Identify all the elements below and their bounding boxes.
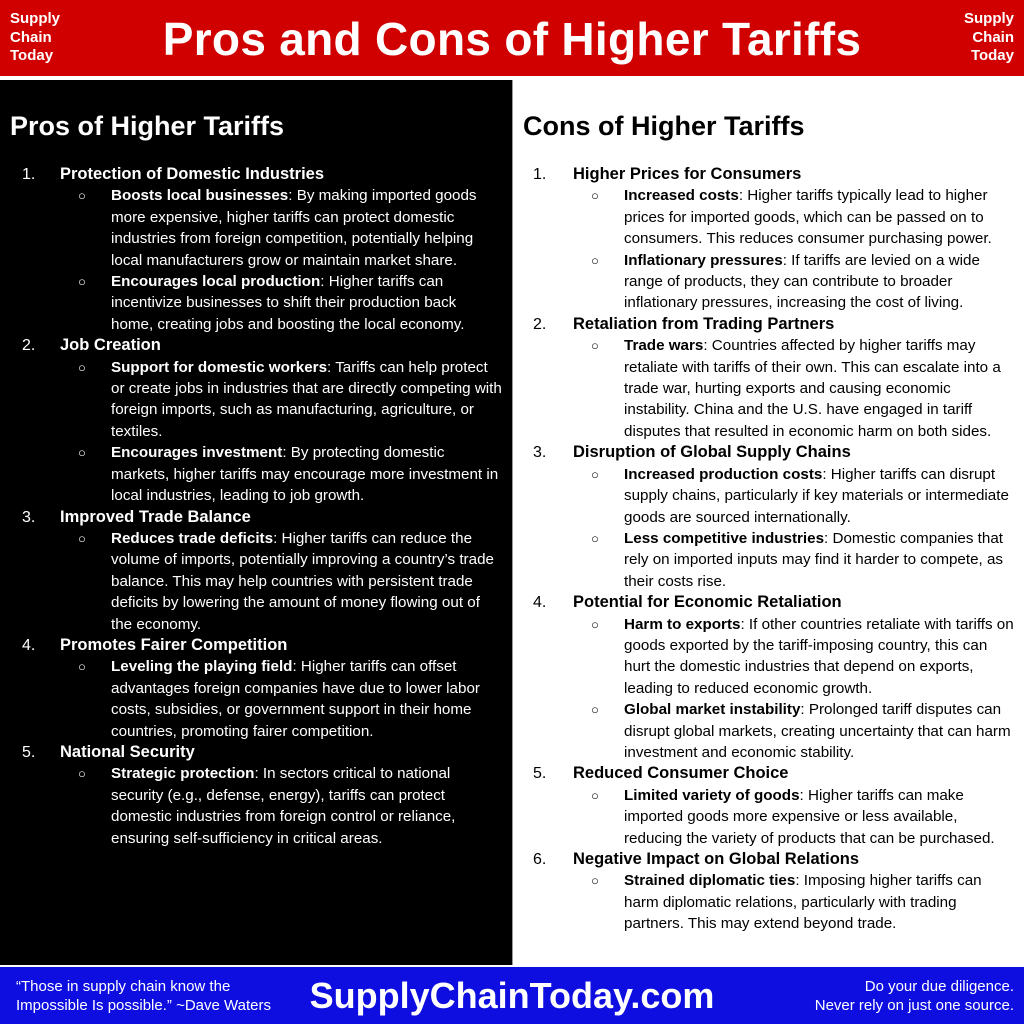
brand-label-right: Supply Chain Today <box>963 10 1014 64</box>
hollow-circle-bullet-icon: ○ <box>591 702 599 718</box>
sub-point-text <box>111 656 502 742</box>
hollow-circle-bullet-icon: ○ <box>78 359 86 375</box>
item-title: Negative Impact on Global Relations <box>573 850 860 868</box>
sub-point-text <box>624 870 1014 934</box>
hollow-circle-bullet-icon: ○ <box>591 338 599 354</box>
sub-point-text <box>111 271 502 335</box>
pros-list <box>0 164 512 849</box>
sub-point <box>591 699 1014 763</box>
hollow-circle-bullet-icon: ○ <box>78 445 86 461</box>
page-title: Pros and Cons of Higher Tariffs <box>162 13 862 65</box>
item-number: 5. <box>22 743 36 761</box>
sub-point-text <box>624 785 1014 849</box>
sub-point <box>591 870 1014 934</box>
item-number: 3. <box>533 444 547 462</box>
sub-point-body: : Higher tariffs can make imported goods more expensive or less available, reducing the variety of products that can be purchased. <box>624 786 995 847</box>
cons-column <box>512 80 1024 965</box>
sub-point-body: : By making imported goods more expensive, higher tariffs can protect domestic industries from foreign competition, potentially helping local manufacturers grow or maintain market share. <box>111 187 477 269</box>
sub-point-body: : Higher tariffs can reduce the volume of imports, potentially improving a country’s trade balance. This may help countries with persistent trade deficits by lowering the amount of money flowing out of the economy. <box>111 529 494 633</box>
cons-item <box>513 592 1024 763</box>
pros-heading: Pros of Higher Tariffs <box>10 111 285 141</box>
sub-point-text <box>111 357 502 443</box>
sub-point-body: : If tariffs are levied on a wide range of products, they can contribute to broader inflationary pressures, increasing the cost of living. <box>624 251 980 312</box>
sub-point-text <box>624 464 1014 528</box>
sub-point-text <box>624 614 1014 700</box>
sub-point-text <box>624 185 1014 249</box>
sub-point-text <box>624 699 1014 763</box>
item-number: 1. <box>22 166 36 183</box>
sub-point <box>591 464 1014 528</box>
cons-heading: Cons of Higher Tariffs <box>523 111 805 141</box>
sub-point <box>78 528 502 635</box>
hollow-circle-bullet-icon: ○ <box>78 530 86 546</box>
sub-point-lead: Inflationary pressures <box>624 251 783 269</box>
pros-item <box>0 635 512 742</box>
sub-point-text <box>111 763 502 849</box>
item-number: 2. <box>533 315 547 333</box>
item-title: Retaliation from Trading Partners <box>573 314 835 333</box>
hollow-circle-bullet-icon: ○ <box>78 766 86 782</box>
item-title: Potential for Economic Retaliation <box>573 593 842 612</box>
item-title: National Security <box>60 742 195 761</box>
cons-item <box>513 763 1024 849</box>
item-number: 4. <box>533 594 547 612</box>
sub-point-lead: Reduces trade deficits <box>111 529 274 547</box>
item-number: 5. <box>533 765 547 783</box>
cons-item <box>513 164 1024 314</box>
item-title: Reduced Consumer Choice <box>573 764 789 783</box>
sub-point <box>591 250 1014 314</box>
item-title: Promotes Fairer Competition <box>60 635 288 654</box>
hollow-circle-bullet-icon: ○ <box>591 188 599 204</box>
sub-point-body: : Countries affected by higher tariffs may retaliate with tariffs of their own. This can escalate into a trade war, hurting exports and causing economic instability. China and the U.S. have engaged in tariff disputes that resulted in economic harm on both sides. <box>624 337 1001 440</box>
item-title: Protection of Domestic Industries <box>60 165 325 183</box>
hollow-circle-bullet-icon: ○ <box>591 252 599 268</box>
sub-point-lead: Strained diplomatic ties <box>624 872 796 890</box>
sub-point-lead: Trade wars <box>624 337 704 355</box>
sub-point-body: : In sectors critical to national security (e.g., defense, energy), tariffs can protect domestic industries from foreign control or reliance, ensuring self-sufficiency in critical areas. <box>111 765 456 847</box>
hollow-circle-bullet-icon: ○ <box>78 274 86 290</box>
sub-point-body: : Higher tariffs typically lead to higher prices for imported goods, which can be passed on to consumers. This reduces consumer purchasing power. <box>624 187 992 248</box>
sub-point <box>591 185 1014 249</box>
sub-point-text <box>624 335 1014 442</box>
sub-point-text <box>111 442 502 506</box>
pros-item <box>0 335 512 506</box>
sub-point-lead: Less competitive industries <box>624 529 825 547</box>
hollow-circle-bullet-icon: ○ <box>591 616 599 632</box>
sub-point <box>78 763 502 849</box>
item-number: 6. <box>533 851 547 868</box>
pros-item <box>0 164 512 335</box>
item-title: Improved Trade Balance <box>60 507 251 526</box>
sub-point <box>78 656 502 742</box>
sub-point-body: : Higher tariffs can incentivize businesses to shift their production back home, creating jobs and boosting the local economy. <box>111 273 465 333</box>
footer-advice: Do your due diligence. Never rely on just one source. <box>814 978 1014 1014</box>
brand-label-left: Supply Chain Today <box>10 10 61 64</box>
item-number: 1. <box>533 166 547 183</box>
sub-point <box>591 335 1014 442</box>
sub-point-text <box>624 250 1014 314</box>
sub-point-lead: Encourages local production <box>111 273 321 291</box>
sub-point-lead: Strategic protection <box>111 765 255 783</box>
hollow-circle-bullet-icon: ○ <box>78 659 86 675</box>
item-number: 3. <box>22 508 36 526</box>
sub-point-body: : By protecting domestic markets, higher tariffs may encourage more investment in local industries, leading to job growth. <box>111 444 499 505</box>
sub-point-body: : Domestic companies that rely on imported inputs may find it harder to compete, as their costs rise. <box>624 529 1004 590</box>
sub-point <box>591 785 1014 849</box>
sub-point-lead: Boosts local businesses <box>111 187 289 205</box>
sub-point <box>78 185 502 271</box>
website-link[interactable]: SupplyChainToday.com <box>309 975 715 1016</box>
item-number: 4. <box>22 636 36 654</box>
hollow-circle-bullet-icon: ○ <box>591 787 599 803</box>
sub-point-lead: Encourages investment <box>111 444 283 462</box>
item-title: Disruption of Global Supply Chains <box>573 443 851 462</box>
sub-point <box>591 614 1014 700</box>
sub-point-lead: Leveling the playing field <box>111 658 293 676</box>
item-title: Higher Prices for Consumers <box>573 165 802 183</box>
sub-point-lead: Limited variety of goods <box>624 786 800 804</box>
header-banner <box>0 0 1024 78</box>
sub-point-text <box>624 528 1014 592</box>
sub-point-body: : Tariffs can help protect or create jobs in industries that are directly competing with foreign imports, such as manufacturing, agriculture, or textiles. <box>111 358 502 440</box>
hollow-circle-bullet-icon: ○ <box>591 873 599 889</box>
pros-item <box>0 742 512 849</box>
sub-point-lead: Harm to exports <box>624 615 741 633</box>
sub-point-body: : If other countries retaliate with tariffs on goods exported by the tariff-imposing country, this can hurt the domestic industries that depend on exports, leading to reduced economic growth. <box>624 615 1014 697</box>
footer-banner <box>0 965 1024 1024</box>
sub-point <box>78 442 502 506</box>
sub-point <box>78 271 502 335</box>
item-number: 2. <box>22 337 36 355</box>
pros-item <box>0 507 512 635</box>
hollow-circle-bullet-icon: ○ <box>591 466 599 482</box>
sub-point-body: : Higher tariffs can offset advantages foreign companies have due to lower labor costs, subsidies, or government support in their home countries, promoting fairer competition. <box>111 658 480 740</box>
sub-point-body: : Imposing higher tariffs can harm diplomatic relations, particularly with trading partners. This may extend beyond trade. <box>624 872 982 933</box>
cons-list <box>513 164 1024 935</box>
footer-quote: “Those in supply chain know the Impossible Is possible.” ~Dave Waters <box>16 978 271 1014</box>
item-title: Job Creation <box>60 336 161 355</box>
sub-point-body: : Higher tariffs can disrupt supply chains, particularly if key materials or intermediate goods are sourced internationally. <box>624 465 1009 526</box>
cons-item <box>513 442 1024 592</box>
sub-point-body: : Prolonged tariff disputes can disrupt global markets, creating uncertainty that can harm investment and economic stability. <box>624 701 1011 761</box>
sub-point-lead: Increased production costs <box>624 465 823 483</box>
hollow-circle-bullet-icon: ○ <box>78 188 86 204</box>
sub-point <box>591 528 1014 592</box>
sub-point <box>78 357 502 443</box>
hollow-circle-bullet-icon: ○ <box>591 530 599 546</box>
sub-point-lead: Increased costs <box>624 187 739 205</box>
sub-point-lead: Global market instability <box>624 701 801 719</box>
sub-point-lead: Support for domestic workers <box>111 358 328 376</box>
cons-item <box>513 314 1024 442</box>
sub-point-text <box>111 528 502 635</box>
cons-item <box>513 849 1024 935</box>
sub-point-text <box>111 185 502 271</box>
pros-column <box>0 80 512 965</box>
